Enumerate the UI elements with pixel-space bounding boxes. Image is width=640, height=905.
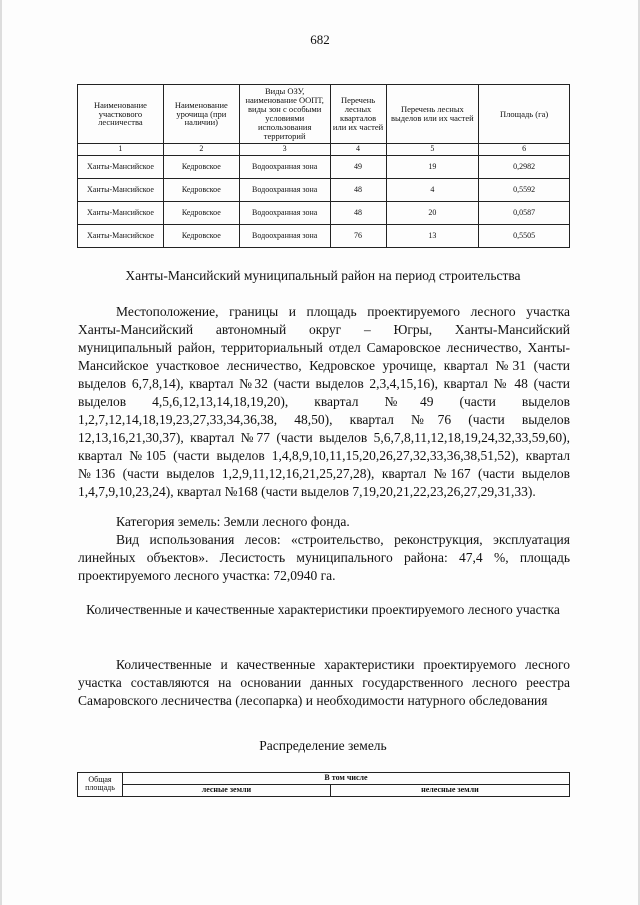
cell-area: 0,0587 xyxy=(479,202,570,225)
cell-forestry: Ханты-Мансийское xyxy=(78,179,164,202)
including-header: В том числе xyxy=(123,773,570,785)
column-number: 2 xyxy=(163,144,239,156)
cell-allotment: 13 xyxy=(386,225,479,248)
page-number: 682 xyxy=(310,32,330,47)
column-number: 3 xyxy=(239,144,330,156)
land-category-paragraph: Категория земель: Земли лесного фонда. xyxy=(116,514,350,529)
cell-quarter: 48 xyxy=(330,202,386,225)
section-title-construction: Ханты-Мансийский муниципальный район на период строительства xyxy=(125,268,521,283)
location-paragraph: Местоположение, границы и площадь проектируемого лесного участка Ханты-Мансийский автономный округ – Югры, Ханты-Мансийский муниципальный район, территориальный отдел Самаровское лесничество, Ханты-Мансийское участковое лесничество, Кедровское урочище, квартал №31 (части выделов 6,7,8,14), квартал №32 (части выделов 2,3,4,15,16), квартал № 48 (части выделов 4,5,6,12,13,14,18,19,20), квартал №49 (части выделов 1,2,7,12,14,18,19,23,27,33,34,36,38, 48,50), квартал №76 (части выделов 12,13,16,21,30,37), квартал №77 (части выделов 5,6,7,8,11,12,18,19,24,32,33,59,60), квартал №105 (части выделов 1,4,8,9,10,11,15,20,26,27,32,33,36,38,51,52), квартал №136 (части выделов 1,2,9,11,12,16,21,25,27,28), квартал №167 (части выделов 1,4,7,9,10,23,24), квартал №168 (части выделов 7,19,20,21,22,23,26,27,29,31,33). xyxy=(78,304,570,499)
cell-tract: Кедровское xyxy=(163,179,239,202)
table-row xyxy=(78,202,570,225)
header-cell: Наименование участкового лесничества xyxy=(78,85,164,144)
cell-forestry: Ханты-Мансийское xyxy=(78,225,164,248)
nonforest-lands-header: нелесные земли xyxy=(330,784,569,796)
cell-zone: Водоохранная зона xyxy=(239,179,330,202)
cell-tract: Кедровское xyxy=(163,225,239,248)
column-number: 6 xyxy=(479,144,570,156)
cell-forestry: Ханты-Мансийское xyxy=(78,156,164,179)
column-number: 1 xyxy=(78,144,164,156)
table-row xyxy=(78,773,570,785)
distribution-title: Распределение земель xyxy=(259,738,387,753)
cell-area: 0,2982 xyxy=(479,156,570,179)
cell-quarter: 48 xyxy=(330,179,386,202)
cell-forestry: Ханты-Мансийское xyxy=(78,202,164,225)
cell-allotment: 20 xyxy=(386,202,479,225)
header-cell: Наименование урочища (при наличии) xyxy=(163,85,239,144)
cell-quarter: 76 xyxy=(330,225,386,248)
cell-area: 0,5505 xyxy=(479,225,570,248)
table-header-row xyxy=(78,85,570,144)
section-title-characteristics: Количественные и качественные характеристики проектируемого лесного участка xyxy=(86,602,560,617)
cell-zone: Водоохранная зона xyxy=(239,225,330,248)
forest-plots-table xyxy=(77,84,570,248)
cell-zone: Водоохранная зона xyxy=(239,156,330,179)
cell-tract: Кедровское xyxy=(163,202,239,225)
table-row xyxy=(78,784,570,796)
header-cell: Перечень лесных кварталов или их частей xyxy=(330,85,386,144)
cell-quarter: 49 xyxy=(330,156,386,179)
header-cell: Перечень лесных выделов или их частей xyxy=(386,85,479,144)
forest-lands-header: лесные земли xyxy=(123,784,331,796)
column-number: 4 xyxy=(330,144,386,156)
cell-tract: Кедровское xyxy=(163,156,239,179)
characteristics-paragraph: Количественные и качественные характеристики проектируемого лесного участка составляются на основании данных государственного лесного реестра Самаровского лесничества (лесопарка) и необходимости натурного обследования xyxy=(78,657,570,708)
table-row xyxy=(78,179,570,202)
table-row xyxy=(78,225,570,248)
column-number-row xyxy=(78,144,570,156)
land-distribution-table xyxy=(77,772,570,797)
cell-zone: Водоохранная зона xyxy=(239,202,330,225)
table-row xyxy=(78,156,570,179)
header-cell: Площадь (га) xyxy=(479,85,570,144)
total-area-header: Общая площадь xyxy=(78,773,123,797)
header-cell: Виды ОЗУ, наименование ООПТ, виды зон с особыми условиями использования территорий xyxy=(239,85,330,144)
cell-area: 0,5592 xyxy=(479,179,570,202)
cell-allotment: 19 xyxy=(386,156,479,179)
usage-paragraph: Вид использования лесов: «строительство, реконструкция, эксплуатация линейных объектов». Лесистость муниципального района: 47,4 %, площадь проектируемого лесного участка: 72,0940 га. xyxy=(78,532,570,583)
cell-allotment: 4 xyxy=(386,179,479,202)
column-number: 5 xyxy=(386,144,479,156)
